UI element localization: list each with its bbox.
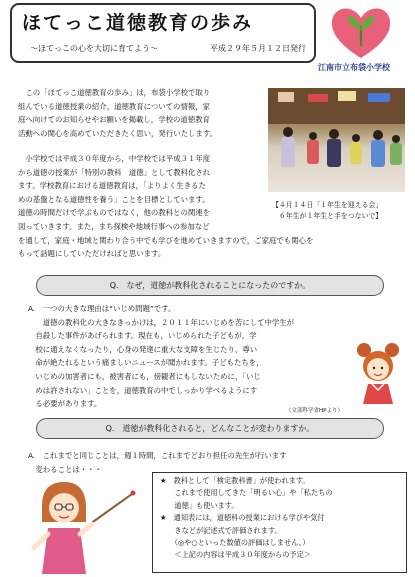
answer-1-text: A. 一つの大きな理由は“いじめ問題”です。 道徳の教科化の大きなきっかけは，２０１１年にいじめを苦にして中学生が 自殺した事件があげられます。現在も，いじめられた子どもが，学 校に通えなくなったり，心身の発達に重大な支障を生じたり，尊い 命が絶たれるという痛ましいニュースが聞かれます。子どもたちを， いじめの加害者にも，被害者にも，傍観者にもしないために，「いじ めは許されない」ことを，道徳教育の中でしっかり学べるようにす る必要があります。 (28, 304, 295, 409)
question-banner-1: Q. なぜ，道徳が教科化されることになったのですか。 (36, 275, 384, 296)
source-note: （文部科学省HPより） (286, 408, 343, 414)
school-name: 江南市立布袋小学校 (318, 63, 390, 72)
changes-list: ★ 教科として「検定教科書」が使われます。 これまで使用してきた「明るい心」や「私たちの 道徳」も使います。 ★ 通知表には，道徳科の授業における学びや気付 きなどが記述式で評価されます。 （◎や○といった数値の評価はしません。） ＜上記の内容は平成３０年度からの予定＞ (160, 476, 333, 560)
event-photo (268, 88, 405, 192)
intro-paragraph-1: この「ほてっこ道徳教育の歩み」は，布袋小学校で取り 組んでいる道徳授業の紹介，道徳教育についての情報，家 庭へ向けてのお知らせやお願いを掲載し，学校の道徳教育 活動への関心を高めていただきたく思い，発行いたします。 (18, 88, 217, 138)
heart-sprout-logo-icon (325, 2, 397, 62)
publication-date: 平成２９年５月１２日発行 (210, 44, 306, 53)
girl-illustration-icon (350, 340, 406, 406)
teacher-illustration-icon (28, 478, 140, 574)
newsletter-subtitle: ～ほてっこの心を大切に育てよう～ (30, 44, 158, 53)
question-banner-2: Q. 道徳が教科化されると，どんなことが変わりますか。 (36, 418, 384, 439)
photo-caption: 【４月１４日「１年生を迎える会」 ６年生が１年生と手をつないで】 (272, 201, 383, 220)
intro-paragraph-2: 小学校では平成３０年度から，中学校では平成３１年度 から道徳の授業が「特別の教科 道徳」として教科化され ます。学校教育における道徳教育は，「よりよく生きるた めの基盤となる道徳性を養う」ことを目標としています。 道徳の時間だけで学ぶものではなく，他の教科との関連を 図っていきます。また，まち探検や地域行事への参加など を通して，家庭・地域と関わり合う中でも学びを進めていきますので，ご家庭でも関心を もって話題にしていただければと思います。 (18, 154, 314, 259)
answer-2-text: A. これまでと同じことは，週１時間，これまでどおり担任の先生が行います 変わることは・・・ (28, 451, 287, 474)
newsletter-title: ほてっこ道徳教育の歩み (22, 12, 254, 34)
